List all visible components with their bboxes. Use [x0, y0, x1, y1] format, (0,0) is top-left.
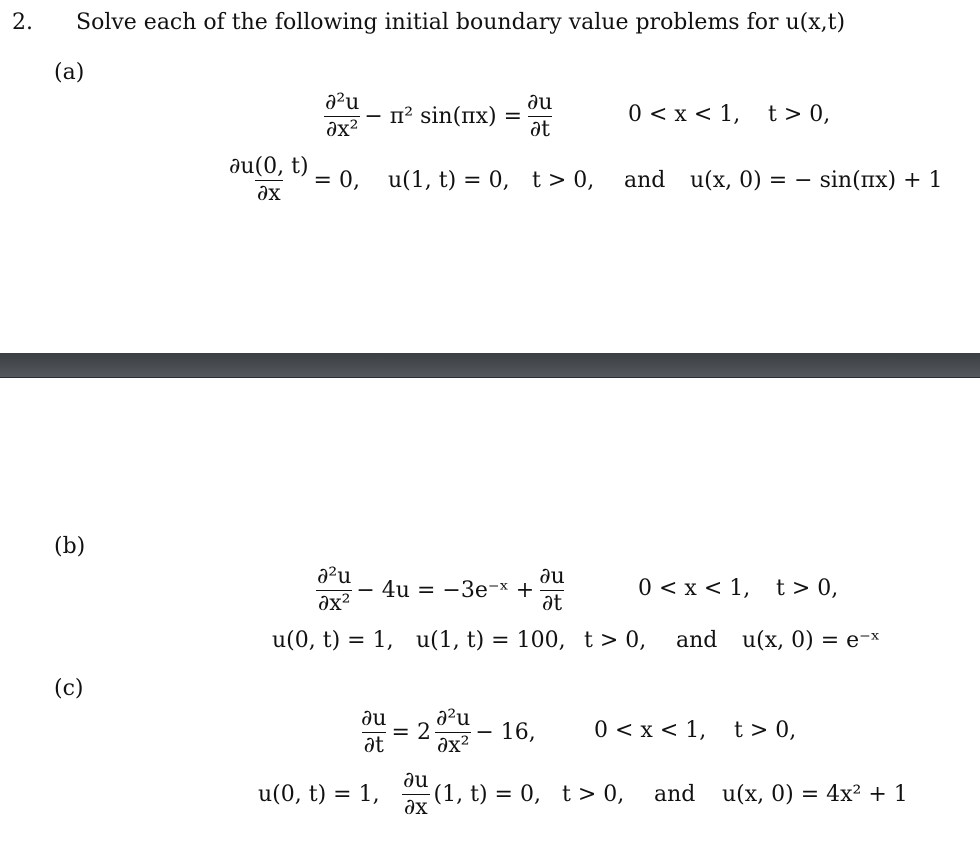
part-c-equation-tail: − 16,: [475, 719, 536, 745]
part-b-initial-condition: u(x, 0) = e⁻ˣ: [742, 628, 881, 653]
part-c-bc2-rest: (1, t) = 0,: [433, 781, 541, 807]
part-a-domain: 0 < x < 1,: [628, 102, 741, 127]
fraction-denominator: ∂x²: [317, 590, 351, 616]
part-c-label: (c): [54, 676, 84, 701]
part-c-initial-condition: u(x, 0) = 4x² + 1: [722, 782, 908, 807]
fraction-numerator: ∂u(0, t): [229, 153, 309, 179]
part-c-equation: [356, 704, 536, 760]
part-b-bc-time: t > 0,: [584, 628, 647, 653]
part-a-du-dt-fraction: [525, 90, 555, 143]
problem-statement: Solve each of the following initial boundary value problems for u(x,t): [76, 10, 846, 35]
part-a-initial-condition: u(x, 0) = − sin(πx) + 1: [690, 168, 943, 193]
fraction-numerator: ∂²u: [435, 705, 471, 731]
fraction-denominator: ∂x: [403, 794, 428, 820]
fraction-numerator: ∂u: [361, 705, 387, 731]
part-b-d2u-dx2-fraction: [315, 564, 353, 617]
part-a-d2u-dx2-fraction: [323, 90, 361, 143]
part-b-bc1: u(0, t) = 1,: [272, 628, 394, 653]
problem-number: 2.: [12, 10, 33, 35]
fraction-numerator: ∂u: [403, 767, 429, 793]
part-b-and: and: [676, 628, 718, 653]
part-a-and: and: [624, 168, 666, 193]
part-c-bc2-fraction: [401, 768, 431, 821]
part-b-equation-middle: − 4u = −3e⁻ˣ +: [356, 577, 535, 603]
part-c-and: and: [654, 782, 696, 807]
part-b-time-condition: t > 0,: [776, 576, 839, 601]
part-b-du-dt-fraction: [537, 564, 567, 617]
part-c-time-condition: t > 0,: [734, 718, 797, 743]
fraction-denominator: ∂x: [256, 180, 281, 206]
part-a-bc2: u(1, t) = 0,: [388, 168, 510, 193]
part-b-equation: [312, 562, 570, 618]
fraction-numerator: ∂u: [527, 89, 553, 115]
part-a-bc1-fraction: [227, 154, 311, 207]
fraction-denominator: ∂x²: [436, 732, 470, 758]
part-c-coefficient: = 2: [391, 719, 431, 745]
fraction-numerator: ∂²u: [317, 563, 352, 589]
fraction-numerator: ∂u: [539, 563, 565, 589]
part-a-equation: [320, 88, 558, 144]
fraction-denominator: ∂t: [541, 590, 563, 616]
page-divider: [0, 353, 980, 378]
part-c-d2u-dx2-fraction: [434, 706, 472, 759]
fraction-denominator: ∂t: [363, 732, 384, 758]
part-c-domain: 0 < x < 1,: [594, 718, 707, 743]
part-a-bc-time: t > 0,: [532, 168, 595, 193]
part-c-bc1: u(0, t) = 1,: [258, 782, 380, 807]
part-c-du-dt-fraction: [359, 706, 389, 759]
fraction-denominator: ∂t: [529, 116, 550, 142]
fraction-numerator: ∂²u: [325, 89, 360, 115]
part-c-bc2: [398, 766, 541, 822]
part-a-bc1-rest: = 0,: [313, 167, 360, 193]
part-b-bc2: u(1, t) = 100,: [416, 628, 566, 653]
part-a-equation-middle: − π² sin(πx) =: [364, 103, 523, 129]
fraction-denominator: ∂x²: [325, 116, 359, 142]
part-c-bc-time: t > 0,: [562, 782, 625, 807]
part-a-label: (a): [54, 60, 85, 85]
part-b-domain: 0 < x < 1,: [638, 576, 751, 601]
part-b-label: (b): [54, 534, 86, 559]
part-a-time-condition: t > 0,: [768, 102, 831, 127]
part-a-boundary-conditions: [224, 152, 360, 208]
